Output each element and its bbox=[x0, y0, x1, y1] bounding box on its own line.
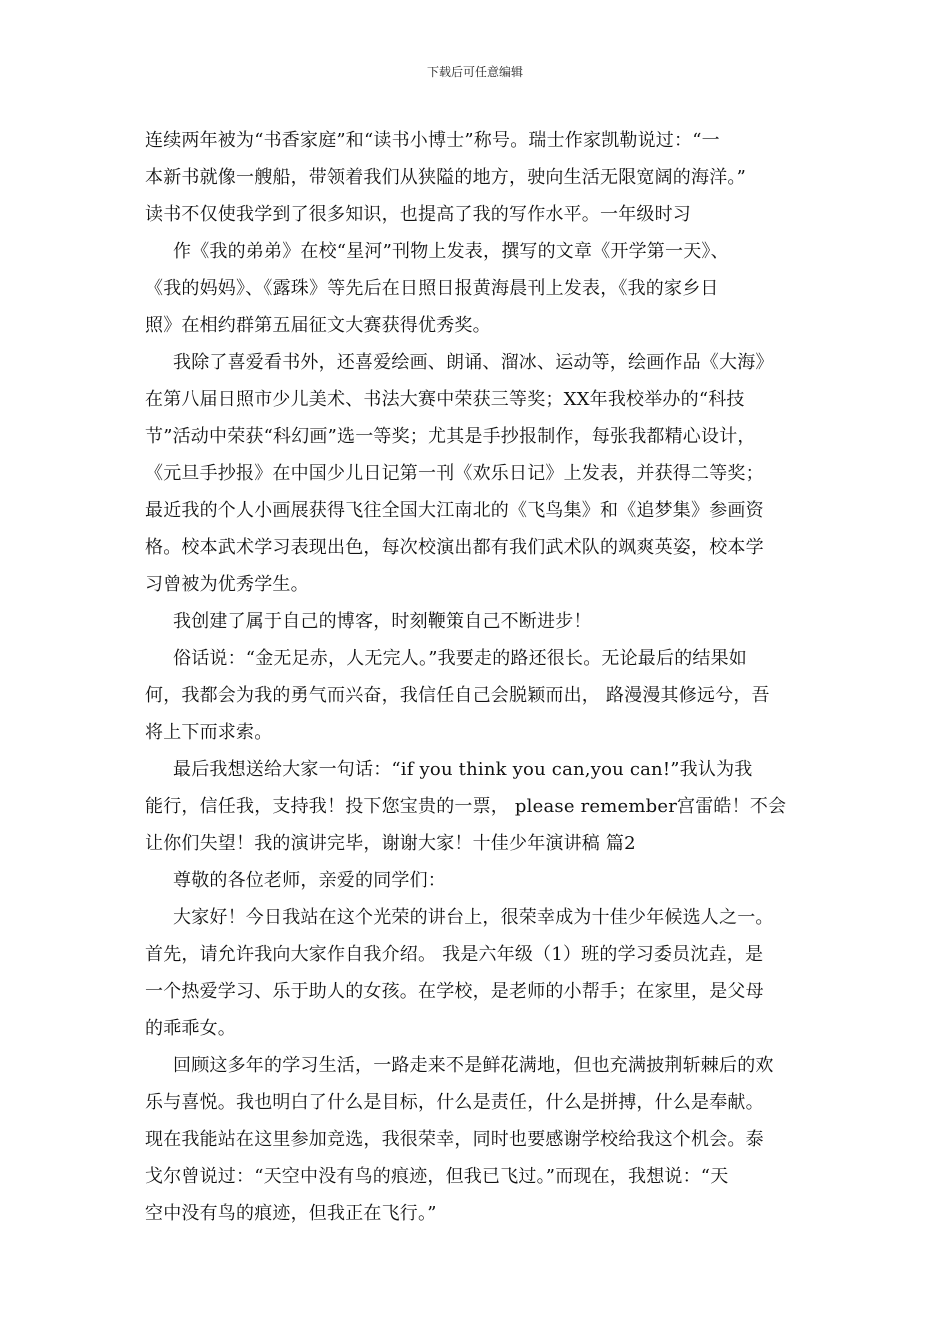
body-text bbox=[145, 122, 825, 1232]
text-line: 尊敬的各位老师，亲爱的同学们： bbox=[173, 870, 446, 891]
text-line: 在第八届日照市少儿美术、书法大赛中荣获三等奖；XX年我校举办的“科技 bbox=[145, 389, 745, 410]
text-line: 空中没有鸟的痕迹，但我正在飞行。” bbox=[145, 1203, 437, 1224]
text-line: 节”活动中荣获“科幻画”选一等奖；尤其是手抄报制作，每张我都精心设计， bbox=[145, 426, 756, 447]
text-line: 我除了喜爱看书外，还喜爱绘画、朗诵、溜冰、运动等，绘画作品《大海》 bbox=[173, 352, 774, 373]
text-line: 连续两年被为“书香家庭”和“读书小博士”称号。瑞士作家凯勒说过：“一 bbox=[145, 130, 720, 151]
text-line: 何，我都会为我的勇气而兴奋，我信任自己会脱颖而出， 路漫漫其修远兮，吾 bbox=[145, 685, 770, 706]
text-line: 俗话说：“金无足赤，人无完人。”我要走的路还很长。无论最后的结果如 bbox=[173, 648, 748, 669]
text-line: 乐与喜悦。我也明白了什么是目标，什么是责任，什么是拼搏，什么是奉献。 bbox=[145, 1092, 764, 1113]
text-line: 现在我能站在这里参加竞选，我很荣幸，同时也要感谢学校给我这个机会。泰 bbox=[145, 1129, 764, 1150]
text-line: 读书不仅使我学到了很多知识，也提高了我的写作水平。一年级时习 bbox=[145, 204, 691, 225]
text-line: 最后我想送给大家一句话：“if you think you can,you can!”我认为我 bbox=[173, 759, 753, 780]
text-line: 我创建了属于自己的博客，时刻鞭策自己不断进步！ bbox=[173, 611, 592, 632]
text-line: 让你们失望！我的演讲完毕，谢谢大家！十佳少年演讲稿 篇2 bbox=[145, 833, 636, 854]
text-line: 作《我的弟弟》在校“星河”刊物上发表，撰写的文章《开学第一天》、 bbox=[173, 241, 729, 262]
header-note: 下载后可任意编辑 bbox=[426, 65, 523, 79]
text-line: 首先，请允许我向大家作自我介绍。 我是六年级（1）班的学习委员沈垚，是 bbox=[145, 944, 764, 965]
text-line: 大家好！今日我站在这个光荣的讲台上，很荣幸成为十佳少年候选人之一。 bbox=[173, 907, 774, 928]
text-line: 戈尔曾说过：“天空中没有鸟的痕迹，但我已飞过。”而现在，我想说：“天 bbox=[145, 1166, 729, 1187]
text-line: 最近我的个人小画展获得飞往全国大江南北的《飞鸟集》和《追梦集》参画资 bbox=[145, 500, 764, 521]
text-line: 《我的妈妈》、《露珠》等先后在日照日报黄海晨刊上发表，《我的家乡日 bbox=[145, 278, 719, 299]
text-line: 能行，信任我，支持我！投下您宝贵的一票， please remember宫雷皓！不会 bbox=[145, 796, 787, 817]
text-line: 习曾被为优秀学生。 bbox=[145, 574, 309, 595]
text-line: 将上下而求索。 bbox=[145, 722, 273, 743]
text-line: 回顾这多年的学习生活，一路走来不是鲜花满地，但也充满披荆斩棘后的欢 bbox=[173, 1055, 774, 1076]
text-line: 格。校本武术学习表现出色，每次校演出都有我们武术队的飒爽英姿，校本学 bbox=[145, 537, 764, 558]
text-line: 《元旦手抄报》在中国少儿日记第一刊《欢乐日记》上发表，并获得二等奖； bbox=[145, 463, 764, 484]
text-line: 本新书就像一艘船，带领着我们从狭隘的地方，驶向生活无限宽阔的海洋。” bbox=[145, 167, 746, 188]
text-line: 一个热爱学习、乐于助人的女孩。在学校，是老师的小帮手；在家里，是父母 bbox=[145, 981, 764, 1002]
text-line: 照》在相约群第五届征文大赛获得优秀奖。 bbox=[145, 315, 491, 336]
text-line: 的乖乖女。 bbox=[145, 1018, 236, 1039]
